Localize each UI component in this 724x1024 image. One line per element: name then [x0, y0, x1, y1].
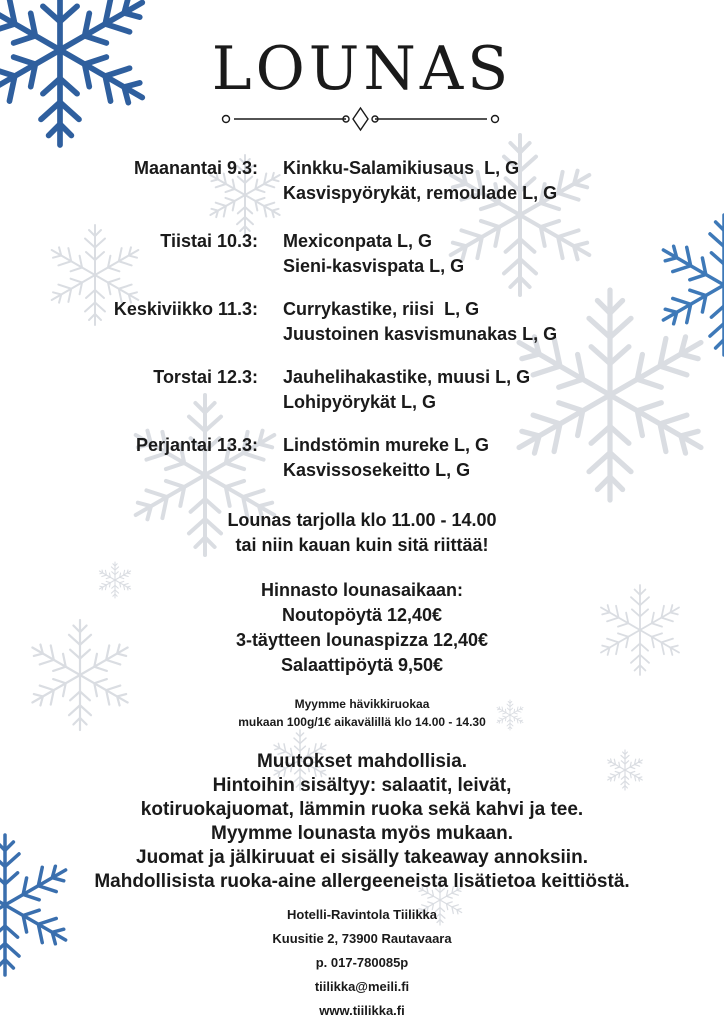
title-ornament-divider [218, 106, 503, 132]
restaurant-name: Hotelli-Ravintola Tiilikka [286, 907, 438, 922]
price-item: 3-täytteen lounaspizza 12,40€ [235, 630, 489, 650]
day-label: Torstai 12.3: [153, 367, 258, 387]
note-line: Hintoihin sisältyy: salaatit, leivät, [212, 775, 512, 796]
price-list [0, 578, 724, 678]
price-item: Noutopöytä 12,40€ [281, 605, 443, 625]
dish-item: Kasvissosekeitto L, G [283, 460, 471, 480]
menu-day [0, 365, 724, 433]
email: tiilikka@meili.fi [314, 979, 410, 994]
day-label: Keskiviikko 11.3: [113, 299, 258, 319]
menu-day [0, 229, 724, 297]
dish-item: Currykastike, riisi L, G [283, 299, 480, 319]
menu-day [0, 433, 724, 501]
weekly-menu [0, 156, 724, 501]
dish-item: Lohipyörykät L, G [283, 392, 437, 412]
menu-day [0, 297, 724, 365]
dish-item: Sieni-kasvispata L, G [283, 256, 465, 276]
page-title: LOUNAS [211, 34, 513, 104]
waste-food-note [0, 695, 724, 731]
dish-item: Mexiconpata L, G [283, 231, 433, 251]
waste-food-line: mukaan 100g/1€ aikavälillä klo 14.00 - 14.30 [238, 715, 486, 729]
website: www.tiilikka.fi [319, 1003, 405, 1018]
serving-line: Lounas tarjolla klo 11.00 - 14.00 [227, 510, 497, 530]
note-line: Juomat ja jälkiruuat ei sisälly takeaway annoksiin. [136, 847, 588, 868]
dish-item: Lindstömin mureke L, G [283, 435, 490, 455]
dish-item: Juustoinen kasvismunakas L, G [283, 324, 558, 344]
contact-info [0, 903, 724, 1023]
serving-hours [0, 508, 724, 558]
menu-day [0, 156, 724, 224]
note-line: Mahdollisista ruoka-aine allergeeneista lisätietoa keittiöstä. [94, 871, 630, 892]
day-label: Maanantai 9.3: [133, 158, 258, 178]
day-label: Perjantai 13.3: [135, 435, 258, 455]
address: Kuusitie 2, 73900 Rautavaara [272, 931, 452, 946]
dish-item: Kasvispyörykät, remoulade L, G [283, 183, 558, 203]
note-line: Myymme lounasta myös mukaan. [211, 823, 513, 844]
note-line: Muutokset mahdollisia. [256, 751, 468, 772]
note-line: kotiruokajuomat, lämmin ruoka sekä kahvi ja tee. [140, 799, 584, 820]
day-label: Tiistai 10.3: [160, 231, 258, 251]
phone: p. 017-780085p [315, 955, 409, 970]
notes-section [0, 750, 724, 894]
dish-item: Kinkku-Salamikiusaus L, G [283, 158, 520, 178]
dish-item: Jauhelihakastike, muusi L, G [283, 367, 531, 387]
waste-food-line: Myymme hävikkiruokaa [294, 697, 430, 711]
price-list-heading: Hinnasto lounasaikaan: [260, 580, 464, 600]
price-item: Salaattipöytä 9,50€ [280, 655, 444, 675]
serving-line: tai niin kauan kuin sitä riittää! [235, 535, 489, 555]
